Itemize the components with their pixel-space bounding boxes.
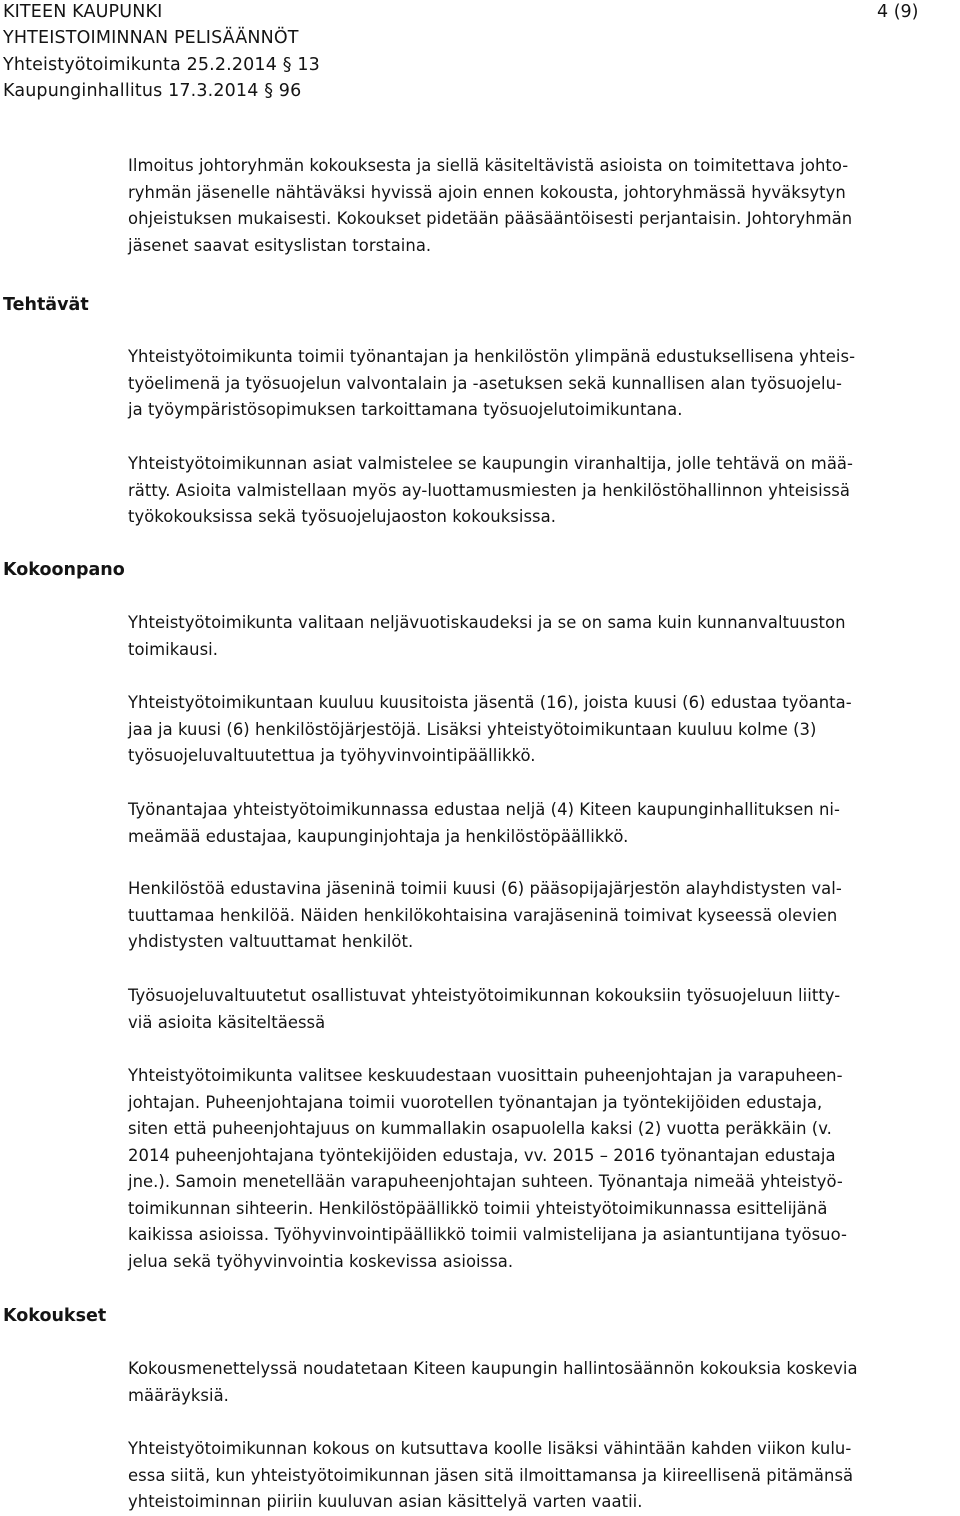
text-line: Työsuojeluvaltuutetut osallistuvat yhteistyötoimikunnan kokouksiin työsuojeluun liitty- xyxy=(128,986,841,1005)
text-line: tuuttamaa henkilöä. Näiden henkilökohtaisina varajäseninä toimivat kyseessä olevien xyxy=(128,905,838,925)
text-line: jne.). Samoin menetellään varapuheenjohtajan suhteen. Työnantaja nimeää yhteistyö- xyxy=(128,1172,843,1191)
text-line: yhteistoiminnan piiriin kuuluvan asian käsittelyä varten vaatii. xyxy=(128,1492,643,1511)
text-line: Yhteistyötoimikunnan asiat valmistelee se kaupungin viranhaltija, jolle tehtävä on mää- xyxy=(128,454,853,473)
text-line: työelimenä ja työsuojelun valvontalain ja -asetuksen sekä kunnallisen alan työsuojelu- xyxy=(128,373,842,393)
text-line: Yhteistyötoimikuntaan kuuluu kuusitoista jäsentä (16), joista kuusi (6) edustaa työanta- xyxy=(128,693,852,712)
paragraph-kokoukset-procedure xyxy=(128,1356,958,1409)
paragraph-kokoukset-convening xyxy=(128,1436,958,1516)
paragraph-johtoryhma-meetings xyxy=(128,153,958,259)
paragraph-kokoonpano-personnel xyxy=(128,876,958,956)
text-line: ryhmän jäsenelle nähtäväksi hyvissä ajoin ennen kokousta, johtoryhmässä hyväksytyn xyxy=(128,182,846,202)
paragraph-kokoonpano-safety-reps xyxy=(128,983,958,1036)
text-line: Yhteistyötoimikunta toimii työnantajan ja henkilöstön ylimpänä edustuksellisena yhteis- xyxy=(128,347,856,366)
text-line: Yhteistyötoimikunta valitsee keskuudestaan vuosittain puheenjohtajan ja varapuheen- xyxy=(128,1066,843,1085)
text-line: ohjeistuksen mukaisesti. Kokoukset pidetään pääsääntöisesti perjantaisin. Johtoryhmän xyxy=(128,209,853,228)
text-line: Työnantajaa yhteistyötoimikunnassa edustaa neljä (4) Kiteen kaupunginhallituksen ni- xyxy=(128,800,840,819)
text-line: Ilmoitus johtoryhmän kokouksesta ja siellä käsiteltävistä asioista on toimitettava johto- xyxy=(128,156,849,175)
header-committee-reference: Yhteistyötoimikunta 25.2.2014 § 13 xyxy=(3,55,320,75)
section-heading-kokoonpano: Kokoonpano xyxy=(3,560,125,580)
text-line: siten että puheenjohtajuus on kummallakin osapuolella kaksi (2) vuotta peräkkäin (v. xyxy=(128,1119,832,1138)
paragraph-tehtavat-preparation xyxy=(128,451,958,531)
text-line: työsuojeluvaltuutettua ja työhyvinvointipäällikkö. xyxy=(128,746,536,765)
text-line: ja työympäristösopimuksen tarkoittamana työsuojelutoimikuntana. xyxy=(128,400,683,419)
text-line: essa siitä, kun yhteistyötoimikunnan jäsen sitä ilmoittamansa ja kiireellisenä pitämänsä xyxy=(128,1465,854,1485)
text-line: Yhteistyötoimikunnan kokous on kutsuttava koolle lisäksi vähintään kahden viikon kulu- xyxy=(128,1439,852,1458)
paragraph-tehtavat-role xyxy=(128,344,958,424)
text-line: jaa ja kuusi (6) henkilöstöjärjestöjä. Lisäksi yhteistyötoimikuntaan kuuluu kolme (3) xyxy=(128,719,817,739)
text-line: kaikissa asioissa. Työhyvinvointipäällikkö toimii valmistelijana ja asiantuntijana työsuo- xyxy=(128,1225,847,1244)
paragraph-kokoonpano-members xyxy=(128,690,958,770)
paragraph-kokoonpano-chair xyxy=(128,1063,958,1275)
text-line: Yhteistyötoimikunta valitaan neljävuotiskaudeksi ja se on sama kuin kunnanvaltuuston xyxy=(128,613,846,632)
text-line: jäsenet saavat esityslistan torstaina. xyxy=(128,235,432,255)
text-line: 2014 puheenjohtajana työntekijöiden edustaja, vv. 2015 – 2016 työnantajan edustaja xyxy=(128,1145,836,1165)
section-heading-tehtavat: Tehtävät xyxy=(3,295,89,315)
text-line: toimikausi. xyxy=(128,639,219,659)
text-line: Kokousmenettelyssä noudatetaan Kiteen kaupungin hallintosäännön kokouksia koskevia xyxy=(128,1359,858,1378)
header-document-title: YHTEISTOIMINNAN PELISÄÄNNÖT xyxy=(3,28,299,48)
paragraph-kokoonpano-employer xyxy=(128,797,958,850)
header-board-reference: Kaupunginhallitus 17.3.2014 § 96 xyxy=(3,81,302,101)
header-organization: KITEEN KAUPUNKI xyxy=(3,2,163,22)
text-line: viä asioita käsiteltäessä xyxy=(128,1012,326,1032)
text-line: yhdistysten valtuuttamat henkilöt. xyxy=(128,932,414,951)
text-line: määräyksiä. xyxy=(128,1385,229,1405)
section-heading-kokoukset: Kokoukset xyxy=(3,1306,107,1326)
page-number: 4 (9) xyxy=(877,2,919,22)
paragraph-kokoonpano-term xyxy=(128,610,958,663)
text-line: toimikunnan sihteerin. Henkilöstöpäällikkö toimii yhteistyötoimikunnassa esittelijänä xyxy=(128,1198,828,1218)
text-line: meämää edustajaa, kaupunginjohtaja ja henkilöstöpäällikkö. xyxy=(128,826,629,846)
text-line: johtajan. Puheenjohtajana toimii vuorotellen työnantajan ja työntekijöiden edustaja, xyxy=(128,1092,823,1112)
text-line: Henkilöstöä edustavina jäseninä toimii kuusi (6) pääsopijajärjestön alayhdistysten val- xyxy=(128,879,842,898)
text-line: jelua sekä työhyvinvointia koskevissa asioissa. xyxy=(128,1251,514,1271)
text-line: rätty. Asioita valmistellaan myös ay-luottamusmiesten ja henkilöstöhallinnon yhteisissä xyxy=(128,480,850,500)
text-line: työkokouksissa sekä työsuojelujaoston kokouksissa. xyxy=(128,507,556,526)
